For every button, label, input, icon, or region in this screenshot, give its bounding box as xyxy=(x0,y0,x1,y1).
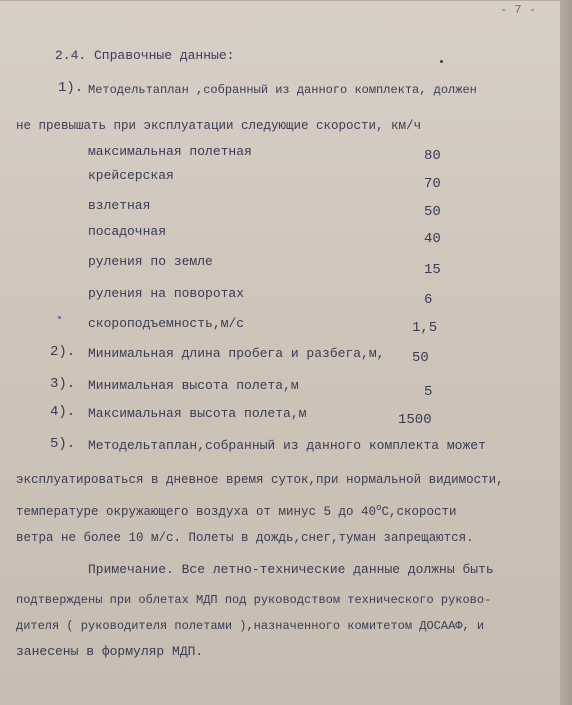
speed-value: 1,5 xyxy=(412,320,438,336)
item-5-number: 5). xyxy=(50,436,76,452)
page-number: - 7 - xyxy=(500,3,537,17)
note-line-3: дителя ( руководителя полетами ),назначенного комитетом ДОСААФ, и xyxy=(16,619,485,633)
speed-label: руления на поворотах xyxy=(88,286,245,301)
speed-label: максимальная полетная xyxy=(88,144,252,159)
item-1-number: 1). xyxy=(58,80,84,96)
speed-label: взлетная xyxy=(88,198,151,213)
speed-value: 40 xyxy=(424,231,441,247)
speed-label: руления по земле xyxy=(88,254,213,269)
item-1-line-2: не превышать при эксплуатации следующие скорости, км/ч xyxy=(16,119,422,133)
item-5-line-3-tail: С,скорости xyxy=(381,505,457,519)
item-4-number: 4). xyxy=(50,404,76,420)
item-4-label: Максимальная высота полета,м xyxy=(88,406,307,421)
paper-edge xyxy=(560,0,572,705)
speed-label: посадочная xyxy=(88,224,167,239)
item-2-label: Минимальная длина пробега и разбега,м, xyxy=(88,346,385,361)
note-line-1: Примечание. Все летно-технические данные должны быть xyxy=(88,562,494,577)
item-4-value: 1500 xyxy=(398,412,432,428)
speed-label: скороподъемность,м/с xyxy=(88,316,245,331)
degree-symbol: o xyxy=(376,502,382,513)
paper-fold-line xyxy=(0,0,560,1)
item-5-line-3 xyxy=(16,504,456,520)
item-5-line-3-text: температуре окружающего воздуха от минус 5 до 40 xyxy=(16,505,377,519)
item-5-line-2: эксплуатироваться в дневное время суток,при нормальной видимости, xyxy=(16,473,504,487)
ink-dot xyxy=(440,60,443,63)
item-2-number: 2). xyxy=(50,344,76,360)
item-3-number: 3). xyxy=(50,376,76,392)
ink-dot xyxy=(58,316,61,319)
item-5-line-4: ветра не более 10 м/с. Полеты в дождь,снег,туман запрещаются. xyxy=(16,531,474,545)
item-3-value: 5 xyxy=(424,384,433,400)
item-5-line-1: Методельтаплан,собранный из данного комплекта может xyxy=(88,438,486,453)
speed-value: 80 xyxy=(424,148,441,164)
speed-label: крейсерская xyxy=(88,168,174,183)
speed-value: 15 xyxy=(424,262,441,278)
note-line-4: занесены в формуляр МДП. xyxy=(16,644,204,659)
note-line-2: подтверждены при облетах МДП под руководством технического руково- xyxy=(16,593,492,607)
speed-value: 50 xyxy=(424,204,441,220)
section-title: 2.4. Справочные данные: xyxy=(55,48,235,63)
item-3-label: Минимальная высота полета,м xyxy=(88,378,299,393)
item-2-value: 50 xyxy=(412,350,429,366)
item-1-line-1: Методельтаплан ,собранный из данного комплекта, должен xyxy=(88,83,477,97)
speed-value: 70 xyxy=(424,176,441,192)
speed-value: 6 xyxy=(424,292,433,308)
